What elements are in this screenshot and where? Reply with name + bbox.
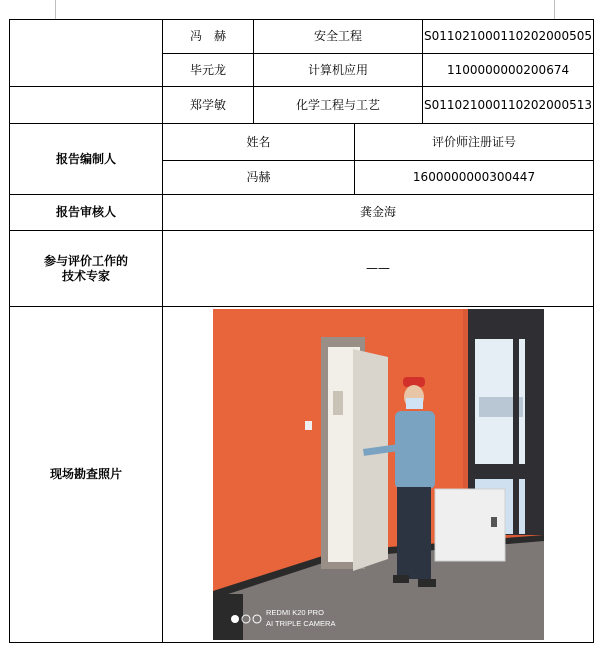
page-corner-mark-left <box>34 0 56 20</box>
photo-row <box>10 307 594 643</box>
site-photo-cell <box>163 307 594 643</box>
page-corner-mark-right <box>554 0 577 20</box>
site-photo <box>213 309 544 640</box>
member-cert-no: S011021000110202000505 <box>423 20 594 54</box>
member-major: 化学工程与工艺 <box>254 87 423 124</box>
door-shape <box>353 349 388 571</box>
member-major: 安全工程 <box>254 20 423 54</box>
compiler-name-header: 姓名 <box>163 124 355 161</box>
watermark-line2: AI TRIPLE CAMERA <box>265 619 335 628</box>
reviewer-row <box>10 195 594 231</box>
team-row <box>10 87 594 124</box>
team-row <box>10 20 594 54</box>
experts-label-line2: 技术专家 <box>61 268 110 283</box>
site-photo-label: 现场勘查照片 <box>10 307 163 643</box>
team-group-cell <box>10 20 163 87</box>
compiler-cert-header: 评价师注册证号 <box>355 124 594 161</box>
compiler-cert-no: 1600000000300447 <box>355 161 594 195</box>
member-name: 冯 赫 <box>163 20 254 54</box>
member-name: 毕元龙 <box>163 54 254 87</box>
compiler-name: 冯赫 <box>163 161 355 195</box>
mask-shape <box>406 398 423 409</box>
member-cert-no: 1100000000200674 <box>423 54 594 87</box>
experts-label <box>10 231 163 307</box>
reviewer-name: 龚金海 <box>163 195 594 231</box>
member-major: 计算机应用 <box>254 54 423 87</box>
team-group-cell <box>10 87 163 124</box>
switch-shape <box>305 421 312 430</box>
experts-label-line1: 参与评价工作的 <box>43 254 128 269</box>
site-photo-image <box>213 309 544 640</box>
member-name: 郑学敏 <box>163 87 254 124</box>
compiler-label: 报告编制人 <box>10 124 163 195</box>
experts-value: —— <box>163 231 594 307</box>
member-cert-no: S011021000110202000513 <box>423 87 594 124</box>
watermark-line1: REDMI K20 PRO <box>265 608 324 617</box>
reviewer-label: 报告审核人 <box>10 195 163 231</box>
experts-row <box>10 231 594 307</box>
compiler-header-row <box>10 124 594 161</box>
report-info-table <box>9 19 594 643</box>
